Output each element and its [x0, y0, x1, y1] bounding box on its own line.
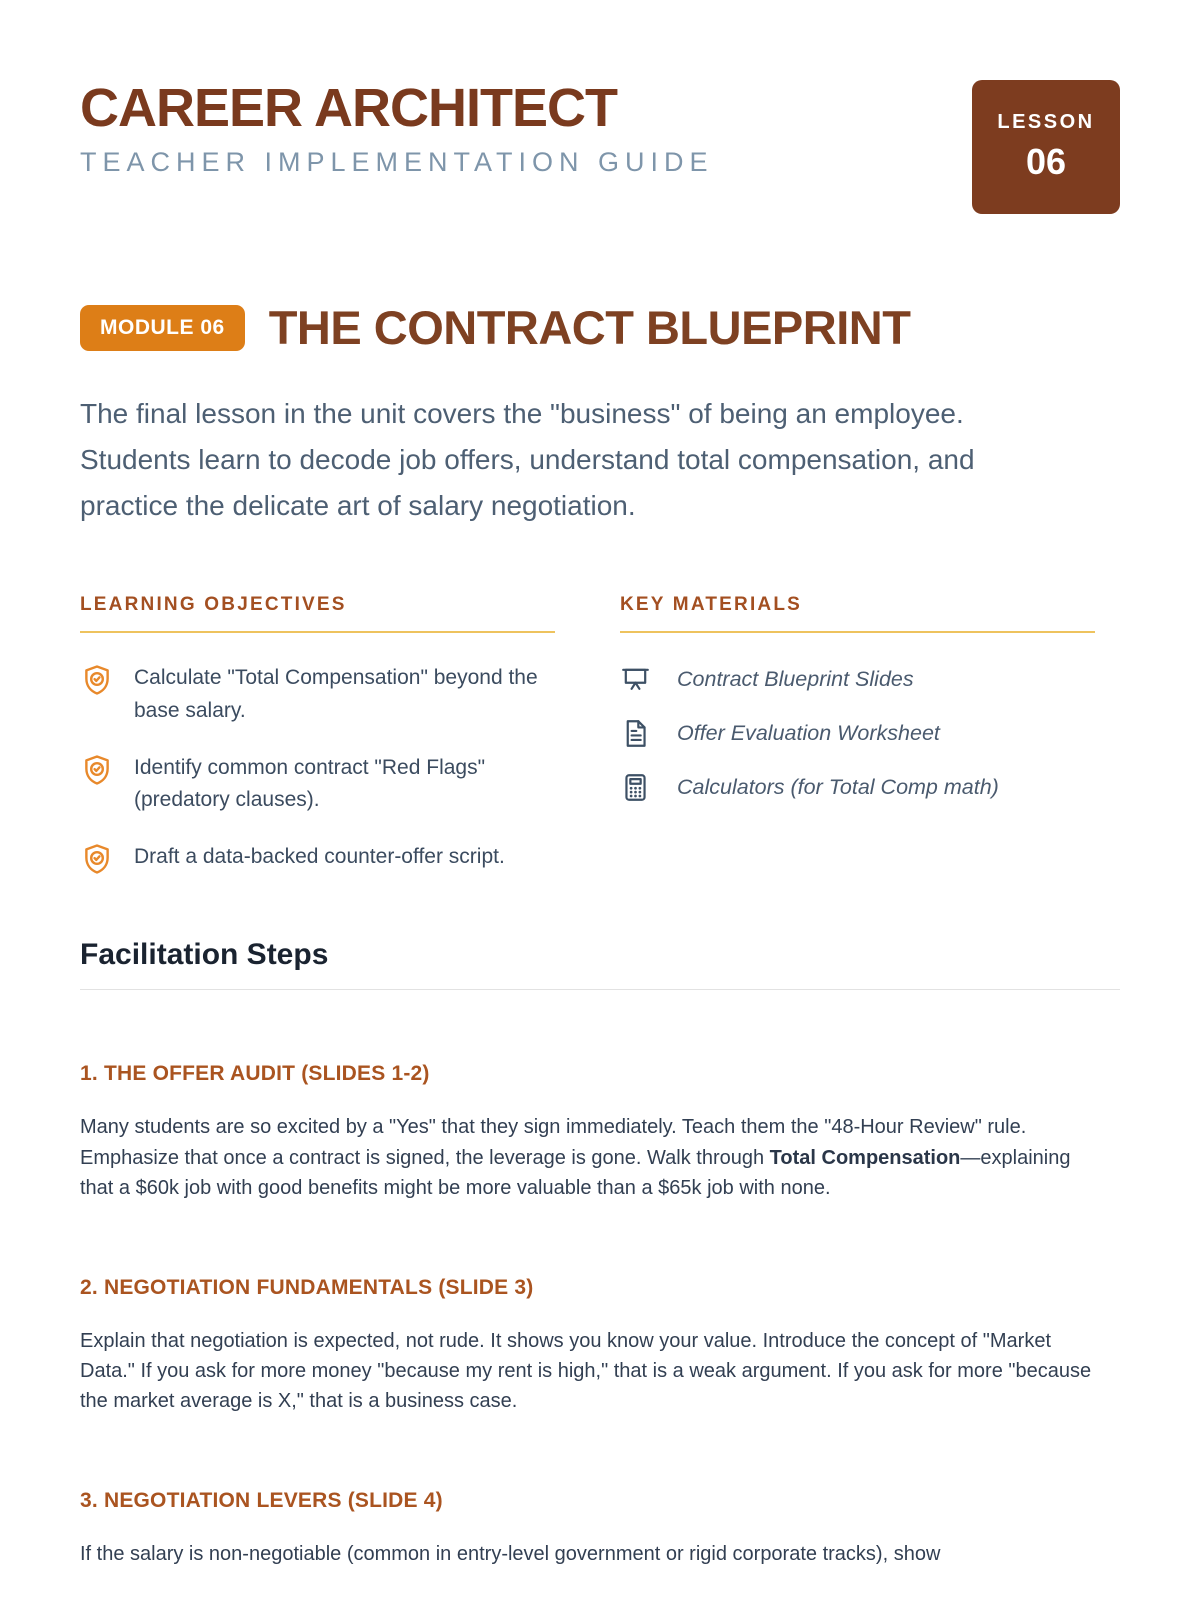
list-item [620, 664, 1095, 695]
list-item [80, 841, 555, 876]
step-text-bold: Total Compensation [769, 1146, 961, 1169]
shield-check-icon [80, 842, 114, 876]
step-text: —explaining that a $60k job with good benefits might be more valuable than a $65k job with none. [80, 1146, 1071, 1200]
key-materials-list [620, 664, 1095, 803]
step-paragraph [80, 1112, 1095, 1203]
list-item [620, 718, 1095, 749]
objective-text: Draft a data-backed counter-offer script. [134, 845, 505, 869]
presentation-icon [620, 664, 651, 695]
facilitation-step [80, 1489, 1120, 1569]
objectives-materials-section [80, 594, 1120, 877]
module-title: THE CONTRACT BLUEPRINT [268, 301, 911, 354]
step-paragraph [80, 1326, 1095, 1417]
page-header [80, 0, 1120, 214]
facilitation-step [80, 1276, 1120, 1417]
objective-text: Identify common contract "Red Flags" (predatory clauses). [134, 755, 486, 812]
calculator-icon [620, 772, 651, 803]
document-icon [620, 718, 651, 749]
step-text: Many students are so excited by a "Yes" that they sign immediately. Teach them the "48-Hour Review" rule. Emphasize that once a contract is signed, the leverage is gone. Walk through [80, 1116, 1027, 1169]
step-paragraph [80, 1539, 1095, 1569]
key-materials-column [620, 594, 1095, 877]
brand-subtitle: TEACHER IMPLEMENTATION GUIDE [80, 146, 714, 177]
shield-check-icon [80, 753, 114, 787]
module-intro: The final lesson in the unit covers the "business" of being an employee. Students learn to decode job offers, understand total compensation, and practice the delicate art of salary negotiation. [80, 398, 975, 522]
lesson-badge-number: 06 [1025, 141, 1067, 182]
key-materials-heading: KEY MATERIALS [620, 594, 1095, 633]
step-heading: 2. NEGOTIATION FUNDAMENTALS (SLIDE 3) [80, 1275, 534, 1299]
brand-block [80, 80, 714, 178]
facilitation-step [80, 1062, 1120, 1203]
module-badge: MODULE 06 [80, 305, 245, 351]
learning-objectives-heading: LEARNING OBJECTIVES [80, 594, 555, 633]
module-title-row [80, 300, 1120, 355]
step-heading: 3. NEGOTIATION LEVERS (SLIDE 4) [80, 1488, 443, 1512]
shield-check-icon [80, 663, 114, 697]
objective-text: Calculate "Total Compensation" beyond the base salary. [134, 665, 538, 722]
material-label: Calculators (for Total Comp math) [677, 774, 999, 799]
step-text: If the salary is non-negotiable (common in entry-level government or rigid corporate tracks), show [80, 1542, 941, 1565]
lesson-badge-label: LESSON [997, 111, 1095, 133]
material-label: Contract Blueprint Slides [677, 666, 914, 691]
learning-objectives-list [80, 662, 555, 877]
list-item [80, 662, 555, 728]
list-item [620, 772, 1095, 803]
learning-objectives-column [80, 594, 555, 877]
section-divider [80, 989, 1120, 990]
material-label: Offer Evaluation Worksheet [677, 720, 940, 745]
step-text: Explain that negotiation is expected, not rude. It shows you know your value. Introduce the concept of "Market Data." If you ask for more money "because my rent is high," that is a weak argument. If you ask for more "because the market average is X," that is a business case. [80, 1329, 1092, 1413]
list-item [80, 752, 555, 818]
brand-title: CAREER ARCHITECT [80, 78, 617, 138]
step-heading: 1. THE OFFER AUDIT (SLIDES 1-2) [80, 1062, 430, 1086]
facilitation-steps-heading: Facilitation Steps [80, 938, 329, 972]
lesson-badge [972, 80, 1120, 214]
